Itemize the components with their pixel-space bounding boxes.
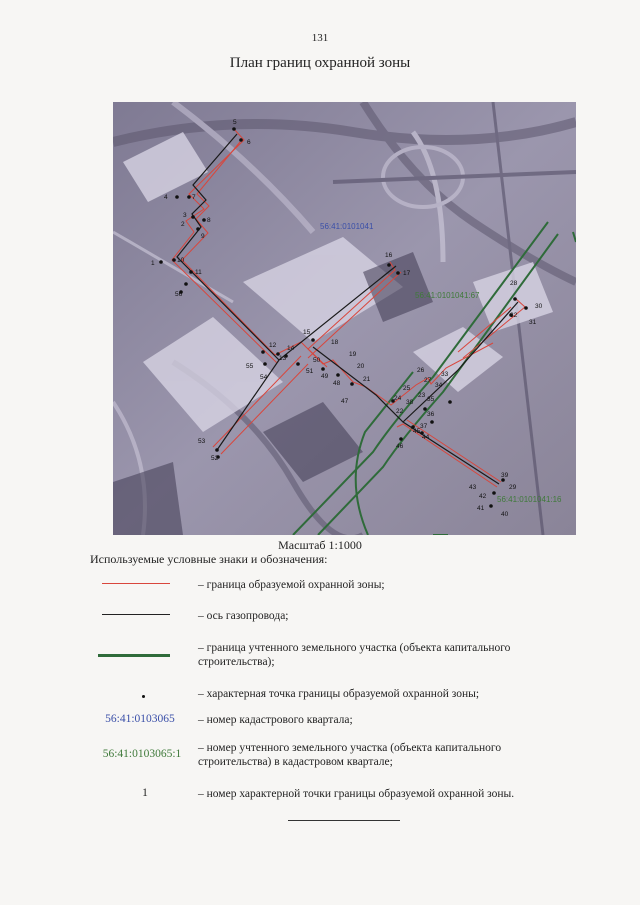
legend-symbol bbox=[98, 641, 170, 671]
legend-symbol bbox=[98, 741, 182, 771]
point-label: 19 bbox=[349, 351, 357, 358]
legend-text: – граница учтенного земельного участка (объекта капитального строительства); bbox=[198, 642, 511, 668]
point-label: 41 bbox=[477, 505, 485, 512]
point-label: 4 bbox=[164, 194, 168, 201]
legend-symbol bbox=[98, 578, 170, 608]
point-label: 47 bbox=[341, 398, 349, 405]
point-label: 17 bbox=[403, 270, 411, 277]
point-label: 1 bbox=[151, 260, 155, 267]
point-label: 5 bbox=[233, 119, 237, 126]
legend-text: – ось газопровода; bbox=[198, 610, 289, 622]
point-label: 50 bbox=[313, 357, 321, 364]
point-label: 10 bbox=[177, 257, 185, 264]
point-label: 40 bbox=[501, 511, 509, 518]
dot-symbol bbox=[142, 695, 145, 698]
point-label: 38 bbox=[406, 399, 414, 406]
point-label: 54 bbox=[260, 374, 268, 381]
point-label: 18 bbox=[331, 339, 339, 346]
point-label: 56 bbox=[175, 291, 183, 298]
point-label: 27 bbox=[424, 377, 432, 384]
legend-text: – номер учтенного земельного участка (объекта капитального строительства) в кадастровом квартале; bbox=[198, 742, 502, 768]
point-label: 35 bbox=[427, 396, 435, 403]
legend-title: Используемые условные знаки и обозначения: bbox=[90, 552, 328, 566]
legend-text: – номер характерной точки границы образуемой охранной зоны. bbox=[198, 788, 515, 800]
legend-symbol bbox=[98, 713, 175, 743]
point-label: 7 bbox=[192, 194, 196, 201]
legend-row-quarter bbox=[80, 713, 580, 743]
point-label: 39 bbox=[501, 472, 509, 479]
point-label: 23 bbox=[418, 392, 426, 399]
point-label: 49 bbox=[321, 373, 329, 380]
quarter-sample: 56:41:0103065 bbox=[105, 713, 175, 725]
point-label: 28 bbox=[510, 280, 518, 287]
legend-row-parcel-boundary bbox=[80, 641, 580, 671]
point-label: 37 bbox=[420, 423, 428, 430]
point-label: 51 bbox=[306, 368, 314, 375]
map-scale: Масштаб 1:1000 bbox=[278, 538, 362, 552]
point-label: 34 bbox=[435, 382, 443, 389]
legend-row-pipeline-axis bbox=[80, 609, 580, 639]
legend-symbol bbox=[98, 787, 170, 817]
point-label: 22 bbox=[396, 408, 404, 415]
legend-text: – граница образуемой охранной зоны; bbox=[198, 579, 385, 591]
point-label: 13 bbox=[279, 355, 287, 362]
point-label: 6 bbox=[247, 139, 251, 146]
parcel-label-67: 56:41:0101041:67 bbox=[415, 291, 480, 300]
point-label: 26 bbox=[417, 367, 425, 374]
point-label: 20 bbox=[357, 363, 365, 370]
point-label: 30 bbox=[535, 303, 543, 310]
point-label: 16 bbox=[385, 252, 393, 259]
legend-symbol bbox=[98, 609, 170, 639]
point-label: 33 bbox=[441, 371, 449, 378]
point-label: 3 bbox=[183, 212, 187, 219]
point-label: 24 bbox=[394, 395, 402, 402]
point-label: 2 bbox=[181, 221, 185, 228]
point-label: 11 bbox=[195, 269, 202, 276]
point-label: 25 bbox=[403, 385, 411, 392]
green-line-symbol bbox=[98, 654, 170, 657]
number-sample: 1 bbox=[142, 787, 148, 799]
point-label: 36 bbox=[427, 411, 435, 418]
point-label: 9 bbox=[201, 233, 205, 240]
signature-line bbox=[288, 820, 400, 821]
point-label: 14 bbox=[287, 345, 295, 352]
plan-title: План границ охранной зоны bbox=[229, 55, 411, 71]
point-label: 32 bbox=[510, 312, 518, 319]
parcel-sample: 56:41:0103065:1 bbox=[102, 748, 182, 760]
point-label: 42 bbox=[479, 493, 487, 500]
point-label: 52 bbox=[211, 455, 219, 462]
page-number: 131 bbox=[311, 32, 329, 44]
legend-row-zone-boundary bbox=[80, 578, 580, 608]
point-label: 8 bbox=[207, 217, 211, 224]
legend-text: – характерная точка границы образуемой охранной зоны; bbox=[198, 688, 480, 700]
point-label: 55 bbox=[246, 363, 254, 370]
map-svg bbox=[113, 102, 576, 535]
legend-text: – номер кадастрового квартала; bbox=[198, 714, 353, 726]
red-line-symbol bbox=[102, 583, 170, 584]
parcel-label-16: 56:41:0101041:16 bbox=[497, 495, 562, 504]
point-label: 53 bbox=[198, 438, 206, 445]
legend-row-parcel bbox=[80, 741, 580, 771]
point-label: 45 bbox=[413, 428, 421, 435]
point-label: 48 bbox=[333, 380, 341, 387]
point-label: 15 bbox=[303, 329, 311, 336]
black-line-symbol bbox=[102, 614, 170, 615]
point-label: 31 bbox=[529, 319, 537, 326]
point-label: 29 bbox=[509, 484, 517, 491]
quarter-label: 56:41:0101041 bbox=[320, 222, 374, 231]
aerial-map bbox=[113, 102, 576, 535]
point-label: 46 bbox=[396, 443, 404, 450]
legend-row-number bbox=[80, 787, 580, 817]
point-label: 21 bbox=[363, 376, 371, 383]
point-label: 44 bbox=[422, 434, 430, 441]
point-label: 43 bbox=[469, 484, 477, 491]
point-label: 12 bbox=[269, 342, 277, 349]
